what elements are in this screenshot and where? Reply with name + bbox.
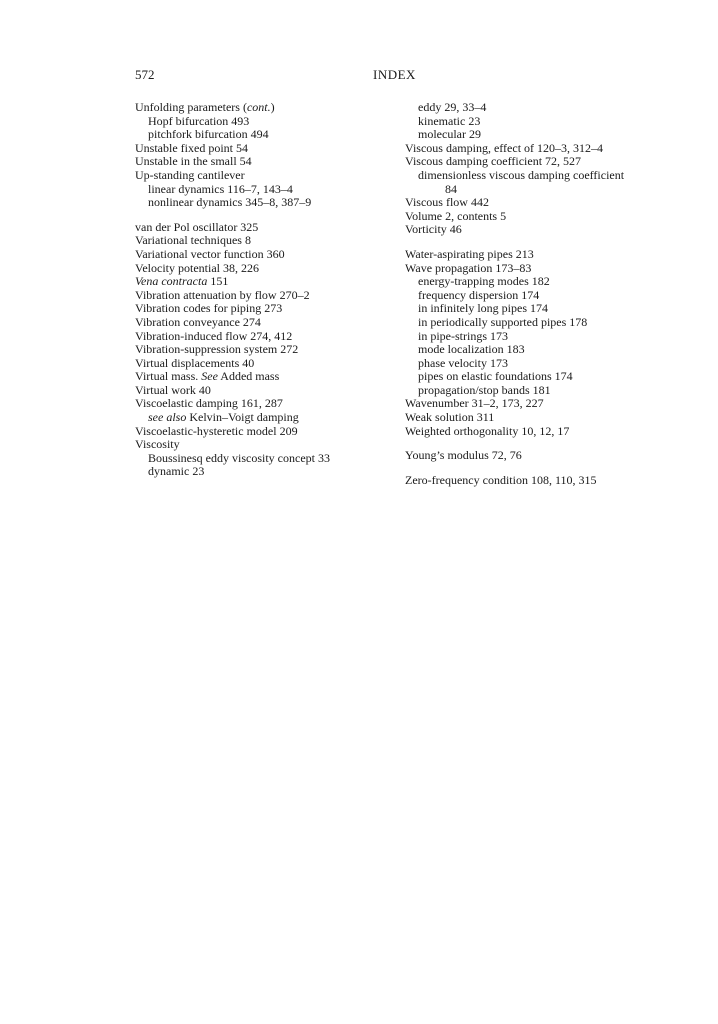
index-entry: Young’s modulus 72, 76: [405, 448, 522, 463]
index-entry: Weak solution 311: [405, 410, 495, 425]
index-entry: Up-standing cantilever: [135, 167, 245, 182]
index-entry: Velocity potential 38, 226: [135, 260, 259, 275]
index-entry: [135, 101, 380, 115]
entry-italic-text: Vena contracta: [135, 274, 208, 289]
index-subentry: kinematic 23: [418, 113, 481, 128]
index-entry: Vibration conveyance 274: [135, 314, 261, 329]
index-entry: Viscous damping, effect of 120–3, 312–4: [405, 140, 604, 155]
index-subentry: pipes on elastic foundations 174: [418, 369, 573, 384]
index-entry: Weighted orthogonality 10, 12, 17: [405, 423, 570, 438]
index-subentry: dynamic 23: [148, 464, 205, 479]
index-entry: Variational techniques 8: [135, 233, 251, 248]
see-reference: See: [201, 369, 218, 384]
index-entry: Variational vector function 360: [135, 246, 285, 261]
entry-italic-text: cont.: [246, 100, 271, 114]
index-entry: Vibration codes for piping 273: [135, 301, 283, 316]
index-subentry: [135, 411, 380, 425]
index-entry: Unstable fixed point 54: [135, 140, 248, 155]
index-entry: Viscous flow 442: [405, 195, 489, 210]
entry-text: Kelvin–Voigt damping: [186, 410, 299, 425]
index-entry: Viscoelastic damping 161, 287: [135, 396, 283, 411]
index-entry: [135, 275, 380, 289]
index-subentry: linear dynamics 116–7, 143–4: [148, 181, 293, 196]
index-entry: Virtual displacements 40: [135, 355, 255, 370]
index-entry: van der Pol oscillator 325: [135, 219, 259, 234]
index-subentry: energy-trapping modes 182: [418, 274, 550, 289]
index-entry: Viscoelastic-hysteretic model 209: [135, 423, 298, 438]
index-subentry: phase velocity 173: [418, 355, 508, 370]
index-entry: Viscosity: [135, 437, 180, 452]
index-subentry: molecular 29: [418, 127, 481, 142]
index-entry: Wavenumber 31–2, 173, 227: [405, 396, 544, 411]
index-subentry: in infinitely long pipes 174: [418, 301, 548, 316]
page-number: 572: [135, 67, 155, 82]
index-entry: Wave propagation 173–83: [405, 260, 532, 275]
index-subentry: dimensionless viscous damping coefficient: [418, 167, 625, 182]
index-subentry: Boussinesq eddy viscosity concept 33: [148, 450, 330, 465]
index-entry: Vibration attenuation by flow 270–2: [135, 287, 310, 302]
index-entry: Virtual work 40: [135, 382, 211, 397]
index-entry: Viscous damping coefficient 72, 527: [405, 154, 582, 169]
index-entry: Unstable in the small 54: [135, 154, 252, 169]
index-subentry: pitchfork bifurcation 494: [148, 127, 269, 142]
index-entry: Vibration-suppression system 272: [135, 342, 299, 357]
entry-text: 151: [207, 274, 229, 289]
index-subentry-continuation: 84: [445, 181, 457, 196]
running-head: INDEX: [373, 67, 416, 82]
index-subentry: in periodically supported pipes 178: [418, 314, 588, 329]
index-column-right: [405, 101, 635, 487]
index-entry: Volume 2, contents 5: [405, 208, 507, 223]
page-header: [135, 67, 615, 85]
index-subentry: frequency dispersion 174: [418, 287, 540, 302]
index-subentry: mode localization 183: [418, 342, 525, 357]
index-subentry: propagation/stop bands 181: [418, 382, 551, 397]
index-entry: Zero-frequency condition 108, 110, 315: [405, 472, 597, 487]
index-subentry: in pipe-strings 173: [418, 328, 508, 343]
entry-text: ): [270, 100, 275, 114]
see-also-reference: see also: [148, 410, 187, 425]
index-entry: Vibration-induced flow 274, 412: [135, 328, 293, 343]
entry-text: Unfolding parameters (: [135, 100, 247, 114]
index-entry: Water-aspirating pipes 213: [405, 246, 534, 261]
index-entry: Vorticity 46: [405, 222, 462, 237]
index-column-left: [135, 101, 380, 479]
index-entry: [135, 370, 380, 384]
entry-text: Virtual mass.: [135, 369, 202, 384]
entry-text: Added mass: [217, 369, 280, 384]
index-subentry: Hopf bifurcation 493: [148, 113, 250, 128]
index-subentry: eddy 29, 33–4: [418, 100, 487, 114]
index-subentry: nonlinear dynamics 345–8, 387–9: [148, 195, 312, 210]
